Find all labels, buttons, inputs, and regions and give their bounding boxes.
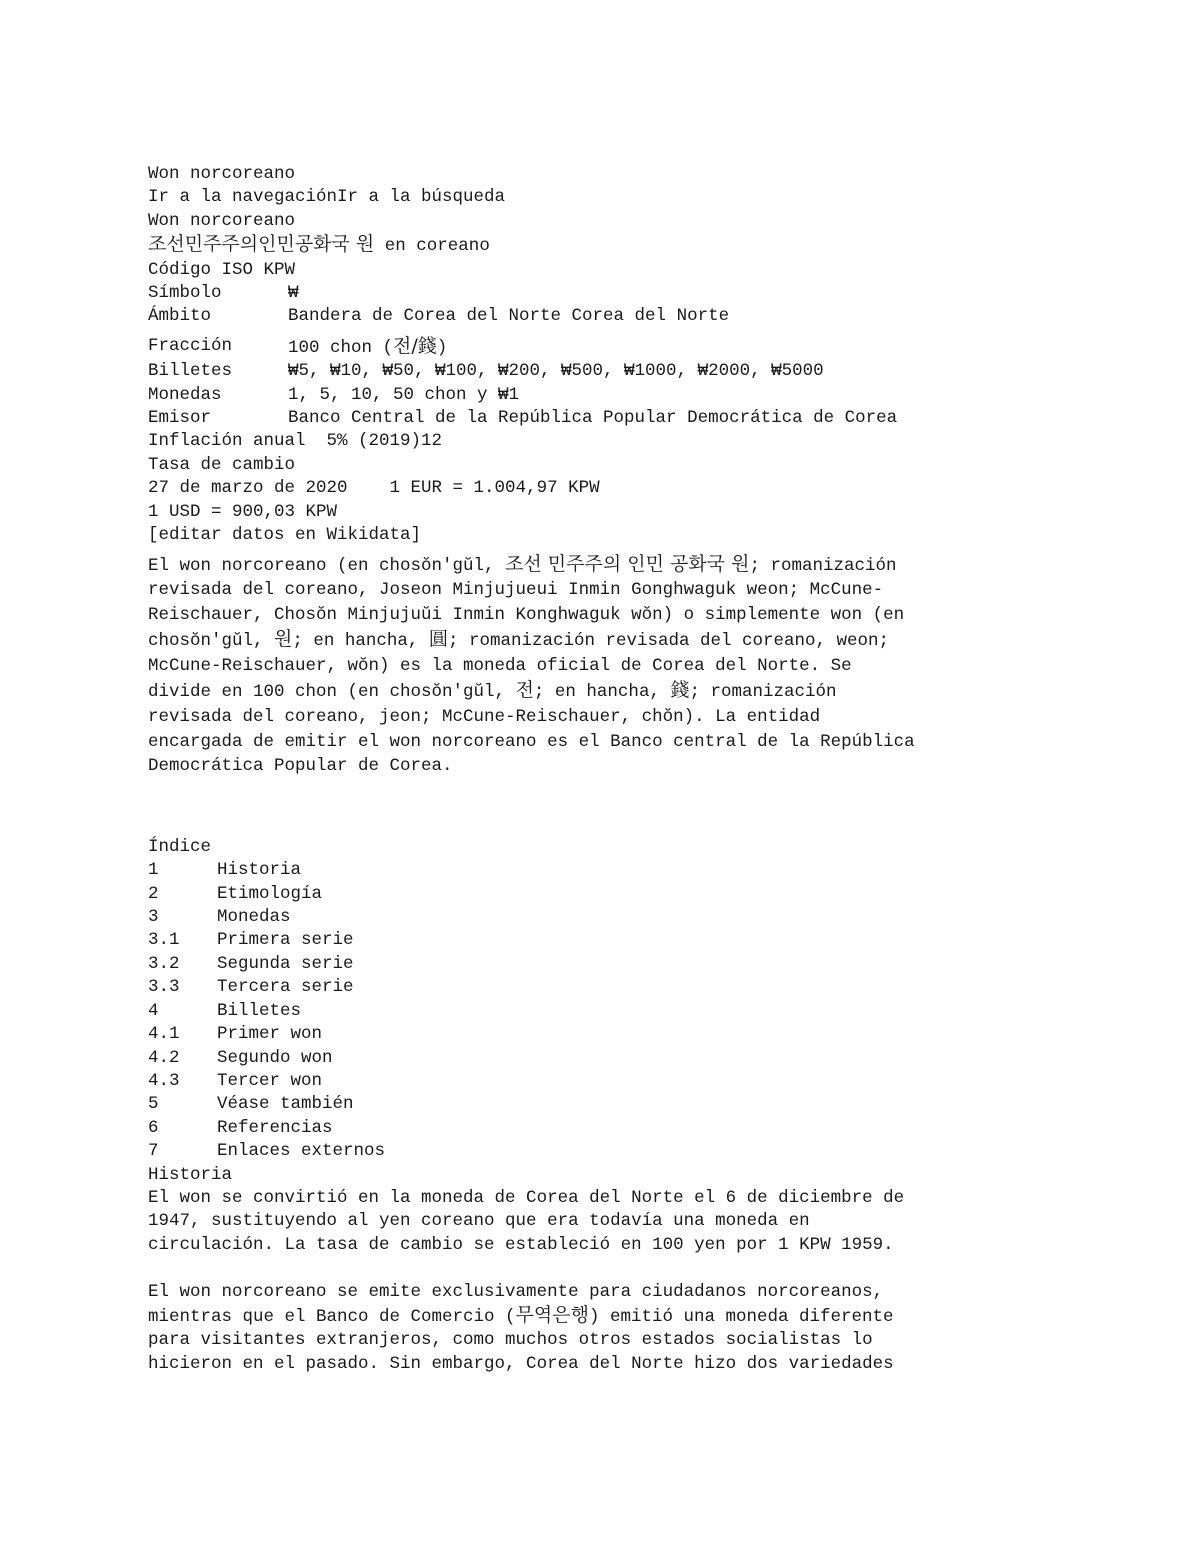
korean-name-line (148, 233, 1148, 258)
toc-item-label[interactable]: Primer won (217, 1024, 323, 1045)
toc-item-number: 2 (148, 883, 159, 904)
toc-item[interactable] (148, 883, 1148, 906)
toc-item[interactable] (148, 859, 1148, 882)
intro-hangul-2: 원 (274, 628, 293, 651)
coins-value: 1, 5, 10, 50 chon y ₩1 (288, 384, 520, 405)
history-text-2: ) emitió una moneda diferente para visitantes extranjeros, como muchos otros estados socialistas lo hicieron en el pasado. Sin embargo, Corea del Norte hizo dos variedades (148, 1306, 894, 1374)
history-hangul: 무역은행 (515, 1303, 589, 1326)
toc-item-number: 3.1 (148, 930, 180, 951)
symbol-row (148, 282, 1148, 305)
toc-item-label[interactable]: Monedas (217, 907, 291, 928)
toc-item[interactable] (148, 953, 1148, 976)
toc-item-number: 3.3 (148, 977, 180, 998)
toc-item[interactable] (148, 906, 1148, 929)
skip-links[interactable]: Ir a la navegaciónIr a la búsqueda (148, 187, 506, 208)
toc-item[interactable] (148, 1023, 1148, 1046)
fraction-suffix: ) (436, 337, 448, 358)
toc-item-label[interactable]: Segunda serie (217, 953, 354, 974)
issuer-row (148, 407, 1148, 430)
infobox-title: Won norcoreano (148, 210, 296, 231)
scope-label: Ámbito (148, 306, 212, 327)
toc-item[interactable] (148, 1047, 1148, 1070)
scope-value[interactable]: Bandera de Corea del Norte Corea del Norte (288, 306, 730, 327)
toc-item-label[interactable]: Primera serie (217, 930, 354, 951)
scope-row (148, 305, 1148, 328)
issuer-value[interactable]: Banco Central de la República Popular Democrática de Corea (288, 408, 898, 429)
toc-item-number: 4 (148, 1000, 159, 1021)
toc-item-number: 4.2 (148, 1047, 180, 1068)
toc-item-label[interactable]: Tercera serie (217, 977, 354, 998)
fraction-label: Fracción (148, 335, 233, 356)
notes-row (148, 360, 1148, 383)
history-paragraph-1: El won se convirtió en la moneda de Corea del Norte el 6 de diciembre de 1947, sustituyendo al yen coreano que era todavía una moneda en circulación. La tasa de cambio se estableció en 100 yen por 1 KPW 1959. (148, 1187, 905, 1255)
toc-item-label[interactable]: Historia (217, 860, 302, 881)
toc-item-label[interactable]: Referencias (217, 1117, 333, 1138)
iso-value: KPW (263, 259, 296, 280)
korean-name: 조선민주주의인민공화국 원 (148, 233, 375, 256)
toc-item-label[interactable]: Etimología (217, 883, 323, 904)
toc-item-number: 6 (148, 1117, 159, 1138)
rate-eur: 27 de marzo de 2020 1 EUR = 1.004,97 KPW (148, 478, 600, 499)
history-text-1: El won norcoreano se emite exclusivamente para ciudadanos norcoreanos, mientras que el Banco de Comercio ( (148, 1281, 884, 1327)
toc-item[interactable] (148, 1093, 1148, 1116)
rate-usd: 1 USD = 900,03 KPW (148, 501, 338, 522)
toc-item-number: 3.2 (148, 953, 180, 974)
intro-hanja-1: 圓 (428, 628, 448, 651)
toc-item-label[interactable]: Véase también (217, 1094, 354, 1115)
page-title: Won norcoreano (148, 164, 296, 184)
coins-row (148, 384, 1148, 407)
toc-item[interactable] (148, 929, 1148, 952)
symbol-label: Símbolo (148, 283, 222, 304)
toc-item-number: 5 (148, 1094, 159, 1115)
toc-item-number: 4.1 (148, 1024, 180, 1045)
intro-text-1: El won norcoreano (en chosŏn'gŭl, (148, 555, 506, 576)
iso-label: Código ISO (148, 259, 254, 280)
intro-paragraph (148, 552, 1148, 779)
toc-heading: Índice (148, 836, 212, 857)
toc-item[interactable] (148, 1000, 1148, 1023)
toc-item[interactable] (148, 1140, 1148, 1163)
toc-item-label[interactable]: Tercer won (217, 1070, 323, 1091)
document-page (148, 163, 1148, 1376)
toc-item-label[interactable]: Segundo won (217, 1047, 333, 1068)
spacer (148, 779, 1148, 836)
iso-row (148, 259, 1148, 282)
toc-list (148, 859, 1148, 1163)
toc-item-label[interactable]: Billetes (217, 1000, 302, 1021)
coins-label: Monedas (148, 384, 222, 405)
intro-hangul-3: 전 (515, 679, 534, 702)
fraction-value (288, 335, 447, 360)
intro-hanja-2: 錢 (670, 679, 690, 702)
notes-label: Billetes (148, 361, 233, 382)
intro-text-5: ; en hancha, (533, 682, 671, 703)
intro-text-4: ; romanización revisada del coreano, weon; McCune-Reischauer, wŏn) es la moneda oficial de Corea del Norte. Se divide en 100 chon (en chosŏn'gŭl, (148, 631, 890, 703)
issuer-label: Emisor (148, 408, 212, 429)
history-heading: Historia (148, 1164, 233, 1185)
toc-item-number: 7 (148, 1141, 159, 1162)
intro-text-6: ; romanización revisada del coreano, jeon; McCune-Reischauer, chŏn). La entidad encargada de emitir el won norcoreano es el Banco central de la República Democrática Popular de Corea. (148, 682, 915, 777)
toc-item-label[interactable]: Enlaces externos (217, 1141, 386, 1162)
intro-hangul-1: 조선 민주주의 인민 공화국 원 (505, 552, 750, 575)
rate-label: Tasa de cambio (148, 454, 296, 475)
notes-value: ₩5, ₩10, ₩50, ₩100, ₩200, ₩500, ₩1000, ₩2000, ₩5000 (288, 361, 824, 382)
spacer (148, 1257, 1148, 1280)
intro-text-3: ; en hancha, (292, 631, 429, 652)
toc-item-number: 1 (148, 860, 159, 881)
intro-text-2: ; romanización revisada del coreano, Joseon Minjujueui Inmin Gonghwaguk weon; McCune- Reischauer, Chosŏn Minjujuŭi Inmin Konghwaguk wŏn) o simplemente won (en chosŏn'gŭl, (148, 555, 905, 652)
fraction-hangul: 전/錢 (393, 334, 437, 357)
toc-item[interactable] (148, 1070, 1148, 1093)
korean-suffix: en coreano (374, 236, 490, 257)
edit-wikidata-link[interactable]: [editar datos en Wikidata] (148, 525, 422, 546)
history-paragraph-2 (148, 1281, 1148, 1377)
toc-item-number: 3 (148, 907, 159, 928)
fraction-prefix: 100 chon ( (288, 337, 394, 358)
symbol-value: ₩ (288, 283, 299, 304)
toc-item[interactable] (148, 976, 1148, 999)
inflation-row: Inflación anual 5% (2019)12 (148, 431, 443, 452)
toc-item[interactable] (148, 1117, 1148, 1140)
fraction-row (148, 335, 1148, 360)
toc-item-number: 4.3 (148, 1070, 180, 1091)
